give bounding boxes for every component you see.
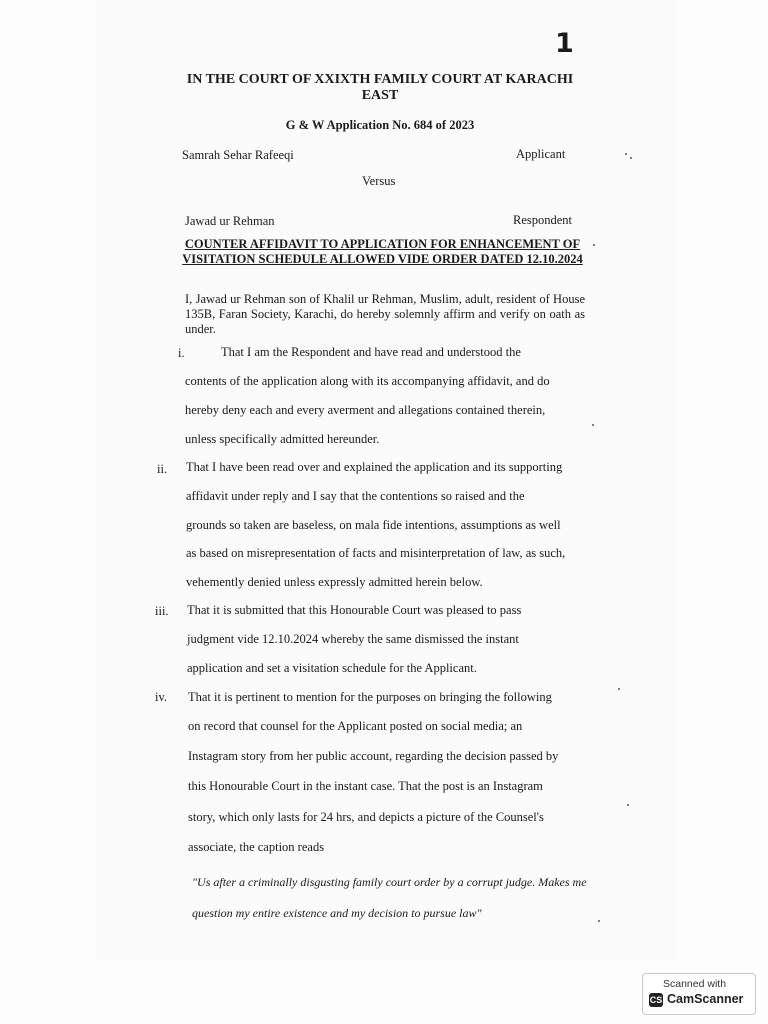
scan-speck xyxy=(592,424,594,426)
scan-speck xyxy=(630,157,632,159)
applicant-name: Samrah Sehar Rafeeqi xyxy=(182,148,294,162)
camscanner-watermark xyxy=(642,973,756,1015)
scan-speck xyxy=(593,244,595,246)
para-line: associate, the caption reads xyxy=(188,840,325,854)
para-number: i. xyxy=(178,346,185,360)
court-title: IN THE COURT OF XXIXTH FAMILY COURT AT KARACHI EAST xyxy=(186,72,574,103)
watermark-app-name: CamScanner xyxy=(667,992,744,1006)
para-line: That it is submitted that this Honourable Court was pleased to pass xyxy=(187,603,522,617)
document-heading: COUNTER AFFIDAVIT TO APPLICATION FOR ENHANCEMENT OF VISITATION SCHEDULE ALLOWED VIDE ORDER DATED 12.10.2024 xyxy=(182,237,583,266)
para-line: this Honourable Court in the instant case. That the post is an Instagram xyxy=(188,779,543,793)
page-number: 1 xyxy=(555,28,574,59)
para-number: iv. xyxy=(155,690,168,704)
para-number: ii. xyxy=(157,462,168,476)
watermark-scanned-with: Scanned with xyxy=(663,978,727,990)
para-line: as based on misrepresentation of facts and misinterpretation of law, as such, xyxy=(186,546,566,560)
application-number: G & W Application No. 684 of 2023 xyxy=(285,118,475,132)
para-line: That I have been read over and explained the application and its supporting xyxy=(186,460,563,474)
para-line: story, which only lasts for 24 hrs, and depicts a picture of the Counsel's xyxy=(188,810,544,824)
scan-speck xyxy=(627,804,629,806)
respondent-role: Respondent xyxy=(513,213,573,227)
para-line: affidavit under reply and I say that the contentions so raised and the xyxy=(186,489,525,503)
para-line: unless specifically admitted hereunder. xyxy=(185,432,380,446)
para-line: application and set a visitation schedule for the Applicant. xyxy=(187,661,477,675)
quote-line: "Us after a criminally disgusting family court order by a corrupt judge. Makes me xyxy=(192,875,587,889)
para-line: hereby deny each and every averment and allegations contained therein, xyxy=(185,403,546,417)
camscanner-logo-icon: CS xyxy=(649,995,663,1005)
para-line: That I am the Respondent and have read and understood the xyxy=(221,345,521,359)
para-line: vehemently denied unless expressly admitted herein below. xyxy=(186,575,483,589)
applicant-role: Applicant xyxy=(516,147,566,161)
para-line: Instagram story from her public account, regarding the decision passed by xyxy=(188,749,559,763)
scan-speck xyxy=(618,688,620,690)
para-line: contents of the application along with its accompanying affidavit, and do xyxy=(185,374,550,388)
instagram-caption-quote xyxy=(192,867,587,929)
quote-line: question my entire existence and my decision to pursue law" xyxy=(192,906,482,920)
respondent-name: Jawad ur Rehman xyxy=(185,214,275,228)
para-line: That it is pertinent to mention for the purposes on bringing the following xyxy=(188,690,552,704)
para-number: iii. xyxy=(155,604,169,618)
scan-speck xyxy=(625,153,627,155)
para-line: grounds so taken are baseless, on mala fide intentions, assumptions as well xyxy=(186,518,561,532)
para-line: on record that counsel for the Applicant posted on social media; an xyxy=(188,719,523,733)
versus-label: Versus xyxy=(362,174,396,188)
para-line: judgment vide 12.10.2024 whereby the same dismissed the instant xyxy=(187,632,519,646)
scan-speck xyxy=(598,920,600,922)
intro-paragraph: I, Jawad ur Rehman son of Khalil ur Rehman, Muslim, adult, resident of House 135B, Faran Society, Karachi, do hereby solemnly affirm and verify on oath as under. xyxy=(185,292,585,336)
